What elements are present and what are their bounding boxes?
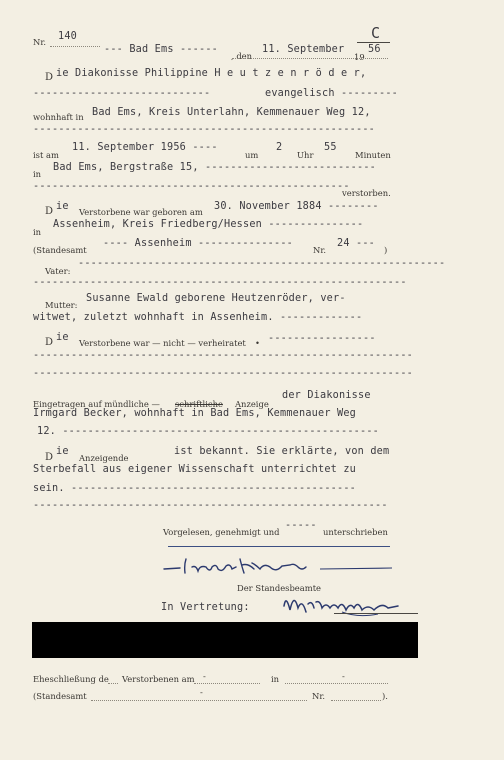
- footer-standesamt-dotline: [91, 700, 307, 701]
- informant-signature: [160, 553, 400, 581]
- footer-standesamt-dash: -: [200, 687, 203, 697]
- marital-text: Verstorbene war — nicht — verheiratet: [79, 338, 246, 348]
- wohnhaft-label: wohnhaft in: [33, 112, 84, 122]
- dash-line-7: --------------------------------------------------------: [33, 500, 388, 511]
- intro-printed-d: D: [45, 72, 54, 83]
- anz-typed-ie: ie: [56, 446, 69, 457]
- marital-dashes: -----------------: [268, 333, 376, 344]
- um-label: um: [245, 150, 259, 160]
- birth-printed-d: D: [45, 206, 54, 217]
- verstorben-label: verstorben.: [342, 188, 391, 198]
- date-dotline: [232, 58, 388, 59]
- informant-line-3: 12. --------------------------------------------------: [37, 426, 380, 437]
- birth-in-label: in: [33, 227, 42, 237]
- death-minutes: 55: [324, 142, 337, 153]
- unterschrieben-label: unterschrieben: [323, 527, 388, 537]
- birth-date: 30. November 1884 --------: [214, 201, 379, 212]
- anz-text-2: Sterbefall aus eigener Wissenschaft unterrichtet zu: [33, 464, 357, 475]
- death-date: 11. September 1956 ----: [72, 142, 218, 153]
- anzeigende-label: Anzeigende: [79, 453, 129, 463]
- anz-text-3: sein. ---------------------------------------------: [33, 483, 357, 494]
- birth-typed-ie: ie: [56, 201, 69, 212]
- ehe-place-dotline: [285, 683, 388, 684]
- nr-label: Nr.: [33, 37, 47, 47]
- dash-line-1: ----------------------------: [33, 88, 211, 99]
- marital-printed-d: D: [45, 337, 54, 348]
- vertretung-label: In Vertretung:: [161, 602, 250, 613]
- register-letter: C: [371, 24, 381, 42]
- uhr-label: Uhr: [297, 150, 314, 160]
- place-of-registry: --- Bad Ems ------: [104, 44, 219, 55]
- mutter-value-2: witwet, zuletzt wohnhaft in Assenheim. -------------: [33, 312, 363, 323]
- death-place: Bad Ems, Bergstraße 15, ---------------------------: [53, 162, 377, 173]
- deceased-name: ie Diakonisse Philippine H e u t z e n r ö d e r,: [56, 68, 367, 79]
- informant-line-2: Irmgard Becker, wohnhaft in Bad Ems, Kemmenauer Weg: [33, 408, 357, 419]
- registration-date: 11. September: [262, 44, 345, 55]
- birth-nr-value: 24 ---: [337, 238, 376, 249]
- residence: Bad Ems, Kreis Unterlahn, Kemmenauer Weg 12,: [92, 107, 371, 118]
- verstorbenen-am-label: Verstorbenen am: [122, 674, 195, 684]
- footer-nr-label: Nr.: [312, 691, 326, 701]
- ist-am-label: ist am: [33, 150, 59, 160]
- footer-nr-dotline: [331, 700, 381, 701]
- standesbeamte-label: Der Standesbeamte: [237, 583, 322, 593]
- anz-text-1: ist bekannt. Sie erklärte, von dem: [174, 446, 390, 457]
- death-hour: 2: [276, 142, 283, 153]
- informant-line-1: der Diakonisse: [282, 390, 371, 401]
- birth-nr-label: Nr.: [313, 245, 327, 255]
- vorgelesen-label: Vorgelesen, genehmigt und: [163, 527, 280, 537]
- vater-value: ----------------------------------------------------------: [78, 258, 446, 269]
- registration-prefix: Eingetragen auf mündliche —: [33, 399, 160, 409]
- footer-standesamt-label: (Standesamt: [33, 691, 87, 701]
- redaction-bar: [32, 622, 418, 658]
- ehe-gender-dotline: [108, 683, 118, 684]
- registrar-signature: [278, 588, 404, 622]
- birth-close-paren: ): [384, 245, 388, 255]
- footer-close: ).: [382, 691, 388, 701]
- death-in-label: in: [33, 169, 42, 179]
- registrar-signature-line: [334, 613, 418, 614]
- ehe-date-dotline: [194, 683, 260, 684]
- mutter-value: Susanne Ewald geborene Heutzenröder, ver-: [86, 293, 346, 304]
- dash-line-5: ------------------------------------------------------------: [33, 350, 414, 361]
- vater-label: Vater:: [45, 266, 71, 276]
- birth-label: Verstorbene war geboren am: [79, 207, 203, 217]
- signature-rule: [168, 546, 390, 547]
- ehe-in-label: in: [271, 674, 280, 684]
- year-prefix: 19: [354, 52, 365, 62]
- register-letter-underline: [357, 42, 390, 43]
- mutter-label: Mutter:: [45, 300, 78, 310]
- year-suffix: 56: [368, 44, 381, 55]
- birth-place: Assenheim, Kreis Friedberg/Hessen ---------------: [53, 219, 364, 230]
- minuten-label: Minuten: [355, 150, 391, 160]
- ehe-label: Eheschließung de: [33, 674, 109, 684]
- dash-line-2: ------------------------------------------------------: [33, 124, 376, 135]
- ehe-dash-2: -: [342, 671, 345, 681]
- den-label: , den: [231, 51, 253, 61]
- dash-line-6: ------------------------------------------------------------: [33, 368, 414, 379]
- marital-bullet: •: [255, 338, 260, 348]
- dash-line-4: -----------------------------------------------------------: [33, 277, 407, 288]
- nr-value: 140: [58, 31, 78, 42]
- marital-typed-ie: ie: [56, 332, 69, 343]
- religion: evangelisch ---------: [265, 88, 399, 99]
- nr-dotline: [50, 46, 100, 47]
- registration-struck-word: schriftliche: [175, 399, 223, 409]
- ehe-dash-1: -: [203, 671, 206, 681]
- birth-standesamt-value: ---- Assenheim ---------------: [103, 238, 294, 249]
- dash-line-3: --------------------------------------------------: [33, 181, 350, 192]
- birth-standesamt-label: (Standesamt: [33, 245, 87, 255]
- registration-suffix: Anzeige: [235, 399, 269, 409]
- anz-printed-d: D: [45, 452, 54, 463]
- vorgelesen-dash: -----: [285, 520, 317, 531]
